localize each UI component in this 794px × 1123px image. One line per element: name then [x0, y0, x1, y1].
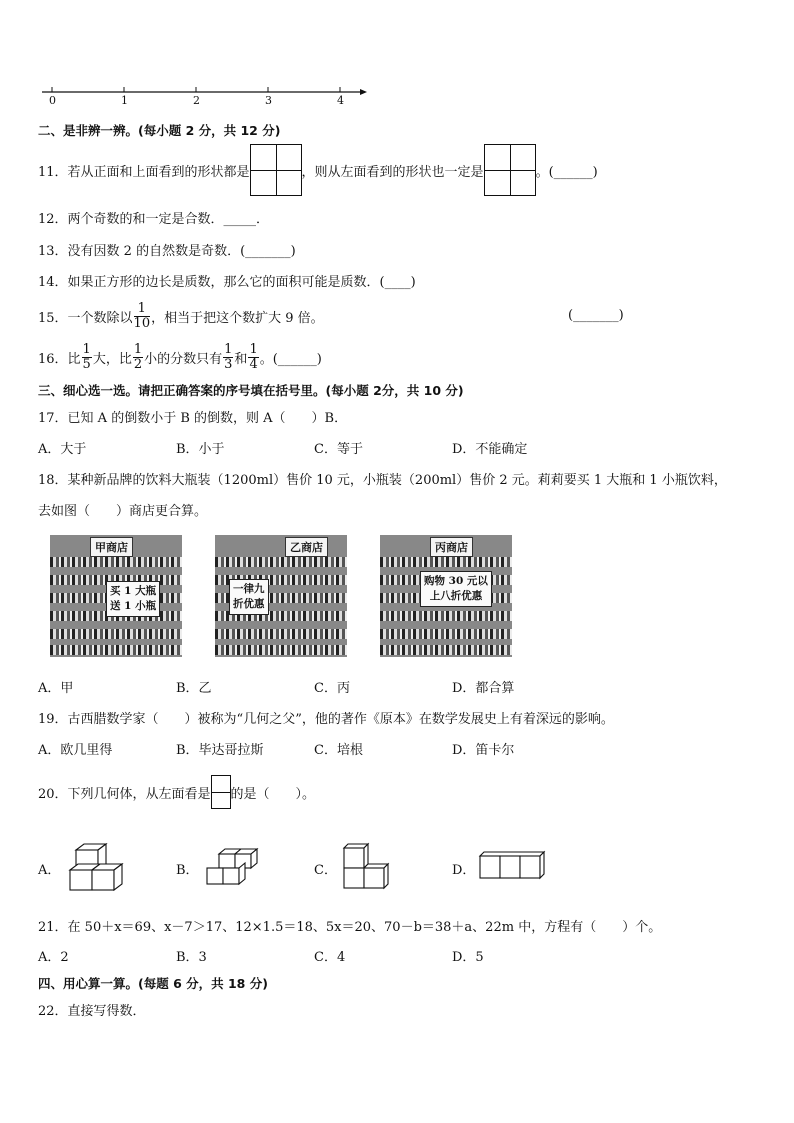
option-b: B．小于: [176, 442, 225, 457]
question-17: 17．已知 A 的倒数小于 B 的倒数，则 A（ ）B．: [38, 411, 348, 426]
question-19: 19．古西腊数学家（ ）被称为“几何之父”，他的著作《原本》在数学发展史上有着深远的影响。: [38, 712, 614, 727]
tick-label: 2: [193, 94, 200, 107]
question-14: 14．如果正方形的边长是质数，那么它的面积可能是质数．(____): [38, 275, 416, 290]
four-square-grid-figure: [484, 144, 536, 196]
question-15: [38, 298, 324, 334]
q11-text-b: ，则从左面看到的形状也一定是: [301, 164, 484, 180]
q15-text-b: ，相当于把这个数扩大 9 倍。: [151, 310, 324, 326]
option-b: B．乙: [176, 681, 212, 696]
fraction: $\frac{1}{10}$: [133, 300, 151, 331]
option-c: C．等于: [314, 442, 363, 457]
shop-image-bing: [380, 535, 512, 657]
q15-text-a: 15．一个数除以: [38, 310, 133, 326]
section-3-title: 三、细心选一选。请把正确答案的序号填在括号里。(每小题 2分，共 10 分): [38, 383, 464, 398]
tick-label: 4: [337, 94, 344, 107]
cube-figure-d: [478, 848, 546, 882]
section-2-title: 二、是非辨一辨。(每小题 2 分，共 12 分): [38, 123, 281, 138]
q20-text-a: 20．下列几何体，从左面看是: [38, 786, 211, 802]
question-11: [38, 142, 598, 198]
fraction: $\frac{1}{5}$: [82, 341, 91, 372]
question-18-line2: 去如图（ ）商店更合算。: [38, 504, 208, 519]
option-a: A．甲: [38, 681, 74, 696]
option-d: D．5: [452, 950, 484, 965]
option-a: A．大于: [38, 442, 87, 457]
q16-text: 小的分数只有: [144, 351, 223, 367]
option-a: A．2: [38, 950, 69, 965]
number-line-graphic: [38, 84, 368, 108]
tick-label: 1: [121, 94, 128, 107]
option-b: B．3: [176, 950, 207, 965]
q16-text: 大，比: [92, 351, 132, 367]
shop-image-yi: [215, 535, 347, 657]
option-label: D．: [452, 863, 476, 878]
cube-figure-c: [340, 842, 392, 892]
cube-figure-b: [205, 846, 261, 890]
shop-sign: 一律九 折优惠: [229, 579, 269, 615]
two-stacked-squares-figure: [211, 775, 231, 809]
option-a: A．欧几里得: [38, 743, 113, 758]
question-20: [38, 774, 315, 810]
fraction: $\frac{1}{4}$: [249, 341, 258, 372]
section-4-title: 四、用心算一算。(每题 6 分，共 18 分): [38, 976, 268, 991]
question-13: 13．没有因数 2 的自然数是奇数．(_______): [38, 244, 296, 259]
option-label: B．: [176, 863, 199, 878]
option-d: D．笛卡尔: [452, 743, 515, 758]
option-c: C．4: [314, 950, 346, 965]
shop-sign: 购物 30 元以 上八折优惠: [420, 571, 492, 607]
question-21: 21．在 50＋x＝69、x－7＞17、12×1.5＝18、5x＝20、70－b＝38＋a、22m 中，方程有（ ）个。: [38, 920, 662, 935]
q11-text-a: 11．若从正面和上面看到的形状都是: [38, 164, 250, 180]
option-c: C．丙: [314, 681, 350, 696]
question-22: 22．直接写得数．: [38, 1004, 146, 1019]
four-square-grid-figure: [250, 144, 302, 196]
q16-text: 16．比: [38, 351, 81, 367]
option-d: D．都合算: [452, 681, 515, 696]
option-label: A．: [38, 863, 61, 878]
q20-text-b: 的是（ ）。: [230, 786, 316, 802]
number-line: [38, 84, 368, 108]
shop-image-jia: [50, 535, 182, 657]
shop-title: 乙商店: [285, 537, 328, 557]
fraction: $\frac{1}{3}$: [224, 341, 233, 372]
shop-title: 甲商店: [90, 537, 133, 557]
fraction: $\frac{1}{2}$: [133, 341, 143, 372]
q15-answer-blank: (_______): [568, 308, 624, 323]
question-12: 12．两个奇数的和一定是合数．_____．: [38, 212, 270, 227]
question-18-line1: 18．某种新品牌的饮料大瓶装（1200ml）售价 10 元，小瓶装（200ml）售价 2 元。莉莉要买 1 大瓶和 1 小瓶饮料，: [38, 473, 727, 488]
shop-sign: 买 1 大瓶 送 1 小瓶: [106, 581, 160, 617]
q11-text-c: 。(______): [535, 164, 598, 180]
q16-text: 和: [234, 351, 248, 367]
option-b: B．毕达哥拉斯: [176, 743, 264, 758]
option-d: D．不能确定: [452, 442, 528, 457]
shop-title: 丙商店: [430, 537, 473, 557]
question-16: [38, 339, 322, 375]
cube-figure-a: [68, 840, 124, 892]
tick-label: 0: [49, 94, 56, 107]
option-label: C．: [314, 863, 337, 878]
q16-text: 。(______): [259, 351, 322, 367]
tick-label: 3: [265, 94, 272, 107]
option-c: C．培根: [314, 743, 363, 758]
